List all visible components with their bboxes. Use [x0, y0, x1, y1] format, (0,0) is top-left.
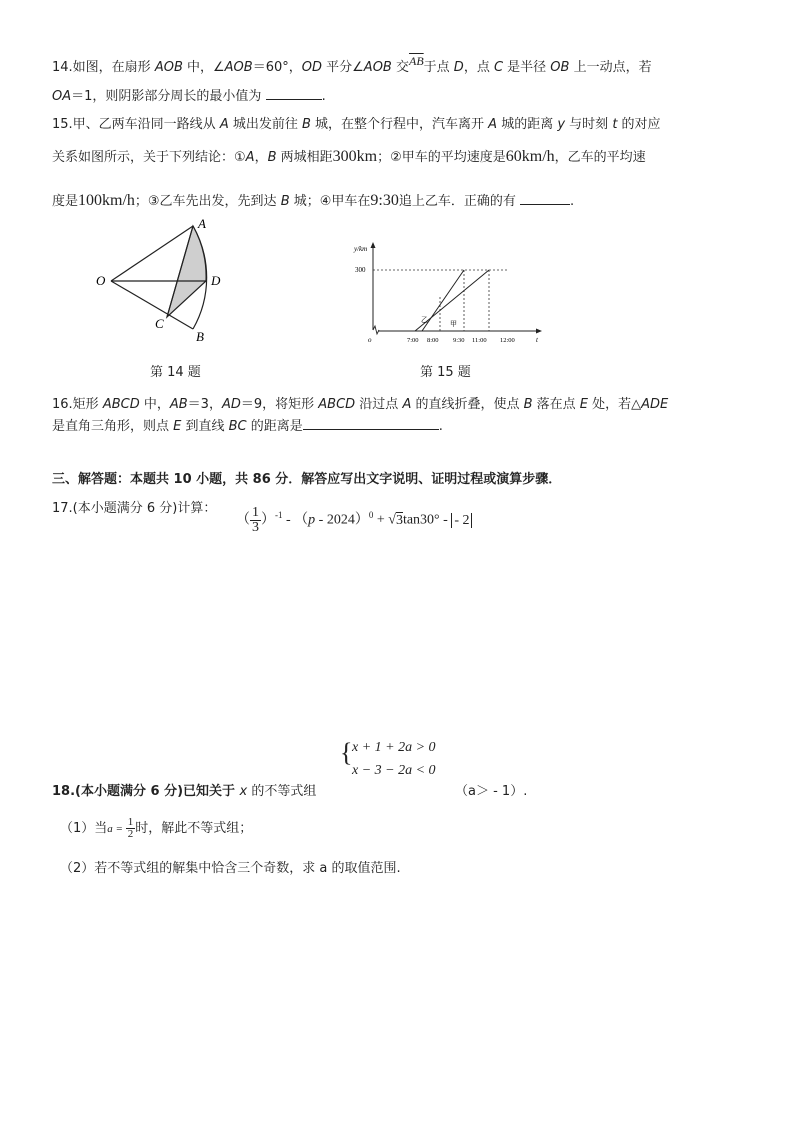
- text: AB: [169, 397, 188, 412]
- tick-700: 7:00: [407, 337, 419, 344]
- text: 中，∠: [182, 60, 225, 75]
- text: AOB: [363, 60, 392, 75]
- text: ）: [261, 512, 275, 528]
- q18-part2: （2）若不等式组的解集中恰含三个奇数，求 a 的取值范围.: [60, 861, 401, 876]
- text: 处，若△: [588, 397, 642, 412]
- text: ＝1，则阴影部分周长的最小值为: [71, 89, 262, 104]
- sqrt-sign: √: [388, 512, 396, 528]
- label-yi: 乙: [421, 316, 428, 324]
- x-axis-label: t: [536, 336, 538, 344]
- text: A: [245, 150, 255, 165]
- numerator: 1: [252, 505, 259, 520]
- exponent: 0: [368, 510, 374, 521]
- inequality-1: x + 1 + 2a > 0: [352, 740, 436, 755]
- figure-14: [88, 214, 228, 346]
- text: 60km/h: [505, 148, 555, 165]
- inequality-2: x − 3 − 2a < 0: [352, 763, 436, 778]
- text: B: [267, 150, 277, 165]
- tick-930: 9:30: [453, 337, 465, 344]
- label-B: B: [196, 329, 204, 344]
- text: OA: [52, 89, 72, 104]
- section-heading: 三、解答题：本题共 10 小题，共 86 分．解答应写出文字说明、证明过程或演算步骤．: [52, 472, 562, 487]
- text: p: [308, 512, 316, 528]
- tick-800: 8:00: [427, 337, 439, 344]
- answer-blank: [303, 417, 439, 430]
- text: 与时刻: [565, 117, 613, 132]
- text: ，点: [463, 60, 494, 75]
- text: （1）当: [60, 821, 108, 836]
- text: B: [523, 397, 533, 412]
- axis-break: [373, 326, 379, 334]
- y-axis-arrow: [371, 242, 376, 248]
- text: 追上乙车．正确的有: [398, 194, 516, 209]
- text: 16.矩形: [52, 397, 103, 412]
- label-O: O: [96, 273, 106, 288]
- text: 的距离是: [246, 419, 303, 434]
- text: OB: [550, 60, 570, 75]
- q17-formula: [236, 506, 472, 535]
- text: ＝60°，: [252, 60, 302, 75]
- text: 的直线折叠，使点: [411, 397, 524, 412]
- text: 上一动点，若: [569, 60, 652, 75]
- q14-line2: [52, 85, 326, 104]
- text: 的对应: [617, 117, 661, 132]
- text: 14.如图，在扇形: [52, 60, 155, 75]
- text: ，: [254, 150, 268, 165]
- numerator: 1: [127, 816, 134, 828]
- q15-line2: [52, 146, 646, 166]
- denominator: 3: [252, 520, 259, 535]
- text: ，乙车的平均速: [554, 150, 646, 165]
- text: 中，: [139, 397, 170, 412]
- text: AD: [221, 397, 241, 412]
- text: ＝9，将矩形: [240, 397, 319, 412]
- figure-14-caption: 第 14 题: [150, 365, 201, 380]
- arc-AB: $\overline{AB}$: [408, 54, 424, 68]
- text: OD: [301, 60, 322, 75]
- text: D: [453, 60, 464, 75]
- text: 度是: [52, 194, 79, 209]
- label-C: C: [155, 316, 164, 331]
- text: 是半径: [503, 60, 551, 75]
- text: 两城相距: [276, 150, 333, 165]
- text: ADE: [641, 397, 669, 412]
- text: 9:30: [370, 192, 399, 209]
- text: 到直线: [181, 419, 229, 434]
- text: 是直角三角形，则点: [52, 419, 174, 434]
- text: 关系如图所示，关于下列结论：①: [52, 150, 246, 165]
- text: ABCD: [102, 397, 140, 412]
- text: 于点: [423, 60, 454, 75]
- fraction-one-third: [250, 506, 261, 535]
- denominator: 2: [127, 828, 134, 840]
- text: （: [236, 512, 250, 528]
- text: C: [493, 60, 504, 75]
- text: .: [321, 89, 326, 104]
- text: E: [579, 397, 589, 412]
- text: A: [488, 117, 498, 132]
- text: B: [301, 117, 311, 132]
- text: 沿过点: [355, 397, 403, 412]
- text: AOB: [224, 60, 253, 75]
- text: 时，解此不等式组；: [135, 821, 253, 836]
- q15-line3: [52, 190, 574, 210]
- text: ；②甲车的平均速度是: [377, 150, 506, 165]
- q16-line1: [52, 393, 668, 412]
- q18-condition: （a＞ - 1）.: [455, 784, 528, 799]
- label-A: A: [198, 216, 206, 231]
- origin-label: o: [368, 336, 372, 344]
- text: y: [557, 117, 566, 132]
- label-D: D: [211, 273, 221, 288]
- text: 交: [391, 60, 409, 75]
- text: t: [612, 117, 618, 132]
- text: .: [570, 194, 575, 209]
- label-jia: 甲: [450, 320, 457, 328]
- text: - 2024）: [315, 512, 369, 528]
- text: 平分∠: [322, 60, 364, 75]
- text: A: [219, 117, 229, 132]
- text: 18.(本小题满分 6 分)已知关于: [52, 784, 240, 799]
- x-axis-arrow: [536, 329, 542, 334]
- absolute-value: - 2: [451, 513, 472, 528]
- q16-line2: [52, 415, 443, 434]
- text: 城，在整个行程中，汽车离开: [310, 117, 489, 132]
- text: +: [373, 512, 389, 528]
- system-brace: {: [340, 738, 353, 767]
- q17-title: 17.(本小题满分 6 分)计算：: [52, 501, 217, 516]
- fraction-one-half: [126, 817, 136, 840]
- text: BC: [228, 419, 247, 434]
- text: ；③乙车先出发，先到达: [134, 194, 281, 209]
- text: a =: [107, 823, 126, 835]
- text: B: [280, 194, 290, 209]
- text: ＝3，: [187, 397, 222, 412]
- text: .: [438, 419, 443, 434]
- figure-15-caption: 第 15 题: [420, 365, 471, 380]
- tick-1200: 12:00: [500, 337, 515, 344]
- text: x: [239, 784, 248, 799]
- text: 100km/h: [78, 192, 135, 209]
- text: 城；④甲车在: [289, 194, 371, 209]
- text: 15.甲、乙两车沿同一路线从: [52, 117, 220, 132]
- text: tan30° -: [402, 512, 452, 528]
- exponent: -1: [275, 510, 283, 521]
- answer-blank: [266, 87, 322, 100]
- q18-title: [52, 780, 316, 799]
- text: E: [173, 419, 182, 434]
- text: ABCD: [318, 397, 356, 412]
- text: - （: [282, 512, 309, 528]
- text: 的不等式组: [247, 784, 317, 799]
- answer-blank: [520, 192, 570, 205]
- q18-part1: [60, 817, 252, 840]
- text: 落在点: [532, 397, 580, 412]
- tick-1100: 11:00: [472, 337, 487, 344]
- tick-300: 300: [355, 266, 366, 274]
- text: 城出发前往: [228, 117, 302, 132]
- radicand: 3: [395, 512, 403, 528]
- figure-15: [348, 240, 548, 348]
- text: 300km: [332, 148, 378, 165]
- q14-line1: [52, 56, 652, 75]
- text: A: [402, 397, 412, 412]
- line-jia: [422, 270, 464, 331]
- text: AOB: [154, 60, 183, 75]
- y-axis-label: y/km: [354, 245, 368, 253]
- text: 城的距离: [497, 117, 558, 132]
- q15-line1: [52, 113, 661, 132]
